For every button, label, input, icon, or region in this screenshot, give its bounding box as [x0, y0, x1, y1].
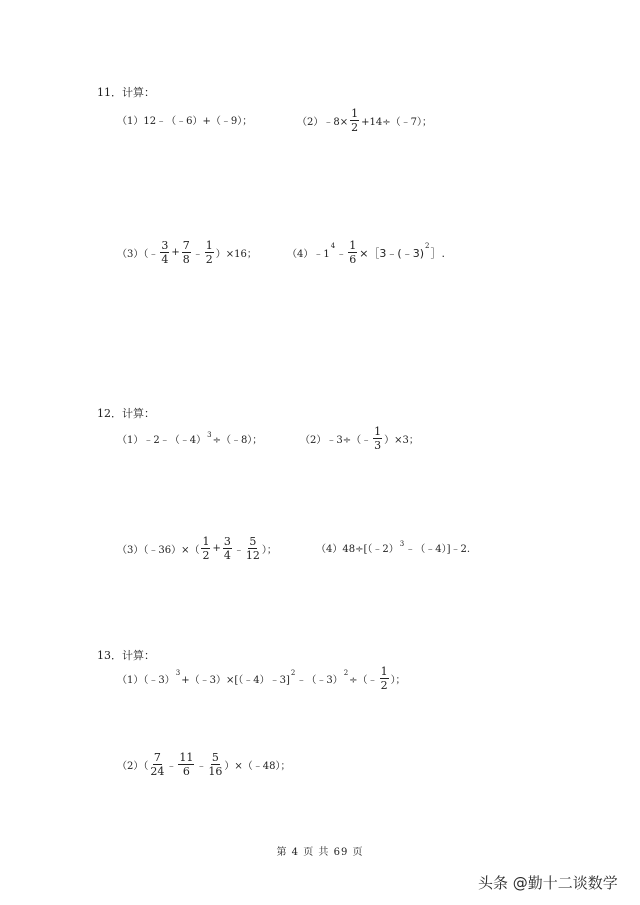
- exponent: 2: [290, 669, 296, 677]
- q13-part-1-mid1: +（﹣3）×[（﹣4）﹣3]: [181, 675, 290, 686]
- q13-part-1-mid2: ﹣（﹣3）: [296, 675, 343, 686]
- q11-part-2-post: +14÷（﹣7）；: [361, 117, 432, 128]
- q11-part-4-mid: ×［3﹣(﹣3): [359, 246, 424, 260]
- q13-part-1-mid3: ÷（﹣: [349, 675, 378, 686]
- fraction: $\frac{1}{2}$: [205, 239, 213, 266]
- q12-part-4-pre: （4）48÷[（﹣2）: [316, 544, 399, 555]
- q11-part-2-pre: （2）﹣8×: [297, 117, 349, 128]
- q12-part-4: [316, 540, 470, 555]
- fraction: $\frac{1}{2}$: [380, 665, 388, 692]
- question-12-heading: 12．计算：: [97, 407, 155, 420]
- q12-part-1-post: ÷（﹣8）；: [212, 435, 263, 446]
- fraction: $\frac{1}{3}$: [374, 425, 382, 452]
- operator: ﹣: [336, 249, 347, 260]
- exponent: 3: [207, 431, 212, 439]
- q11-part-3-pre: （3）（﹣: [117, 249, 159, 260]
- q12-part-3: [117, 536, 277, 561]
- q12-part-3-post: ）；: [261, 545, 277, 556]
- q12-part-3-pre: （3）（﹣36）×（: [117, 545, 200, 556]
- q11-part-4-pre: （4）﹣1: [287, 249, 330, 260]
- fraction: $\frac{7}{24}$: [150, 751, 165, 778]
- q11-part-1-text: （1）12﹣（﹣6）+（﹣9）；: [117, 116, 253, 127]
- page-footer: 第 4 页 共 69 页: [276, 847, 364, 858]
- q12-part-1: [117, 431, 262, 446]
- operator: ﹣: [233, 545, 244, 556]
- q13-part-2-pre: （2）（: [117, 761, 149, 772]
- q11-part-2: [297, 108, 432, 133]
- fraction: $\frac{1}{2}$: [202, 535, 210, 562]
- fraction: $\frac{3}{4}$: [223, 535, 231, 562]
- q11-part-3: [117, 240, 257, 265]
- q12-part-4-post: ﹣（﹣4）]﹣2.: [405, 544, 471, 555]
- exponent: 3: [175, 669, 181, 677]
- q13-part-1-post: ）；: [390, 675, 406, 686]
- exponent: 2: [343, 669, 349, 677]
- exponent: 3: [399, 540, 405, 548]
- q12-part-2-pre: （2）﹣3÷（﹣: [300, 435, 372, 446]
- fraction: $\frac{1}{2}$: [351, 107, 359, 134]
- q11-part-4-post: ］.: [430, 246, 445, 260]
- q11-part-3-post: ）×16；: [215, 249, 257, 260]
- q13-part-1-pre: （1）（﹣3）: [117, 675, 175, 686]
- q11-part-1: [117, 112, 252, 127]
- q12-part-2-post: ）×3；: [384, 435, 419, 446]
- exponent: 2: [425, 242, 430, 250]
- question-11-heading: 11．计算：: [97, 86, 155, 99]
- q13-part-1: [117, 666, 406, 691]
- fraction: $\frac{5}{16}$: [208, 751, 223, 778]
- operator: ﹣: [196, 761, 207, 772]
- q13-part-2: [117, 752, 290, 777]
- watermark: 头条 @勤十二谈数学: [478, 874, 618, 892]
- fraction: $\frac{11}{6}$: [179, 751, 194, 778]
- q13-part-2-post: ）×（﹣48）；: [224, 761, 291, 772]
- exponent: 4: [330, 242, 336, 250]
- fraction: $\frac{3}{4}$: [161, 239, 169, 266]
- q12-part-1-pre: （1）﹣2﹣（﹣4）: [117, 435, 207, 446]
- q12-part-2: [300, 426, 419, 451]
- fraction: $\frac{7}{8}$: [182, 239, 190, 266]
- operator: ﹣: [166, 761, 177, 772]
- operator: ﹣: [192, 249, 203, 260]
- question-13-heading: 13．计算：: [97, 649, 155, 662]
- fraction: $\frac{1}{6}$: [349, 239, 357, 266]
- q11-part-4: [287, 240, 445, 265]
- operator: +: [212, 543, 221, 554]
- fraction: $\frac{5}{12}$: [245, 535, 260, 562]
- operator: +: [171, 247, 180, 258]
